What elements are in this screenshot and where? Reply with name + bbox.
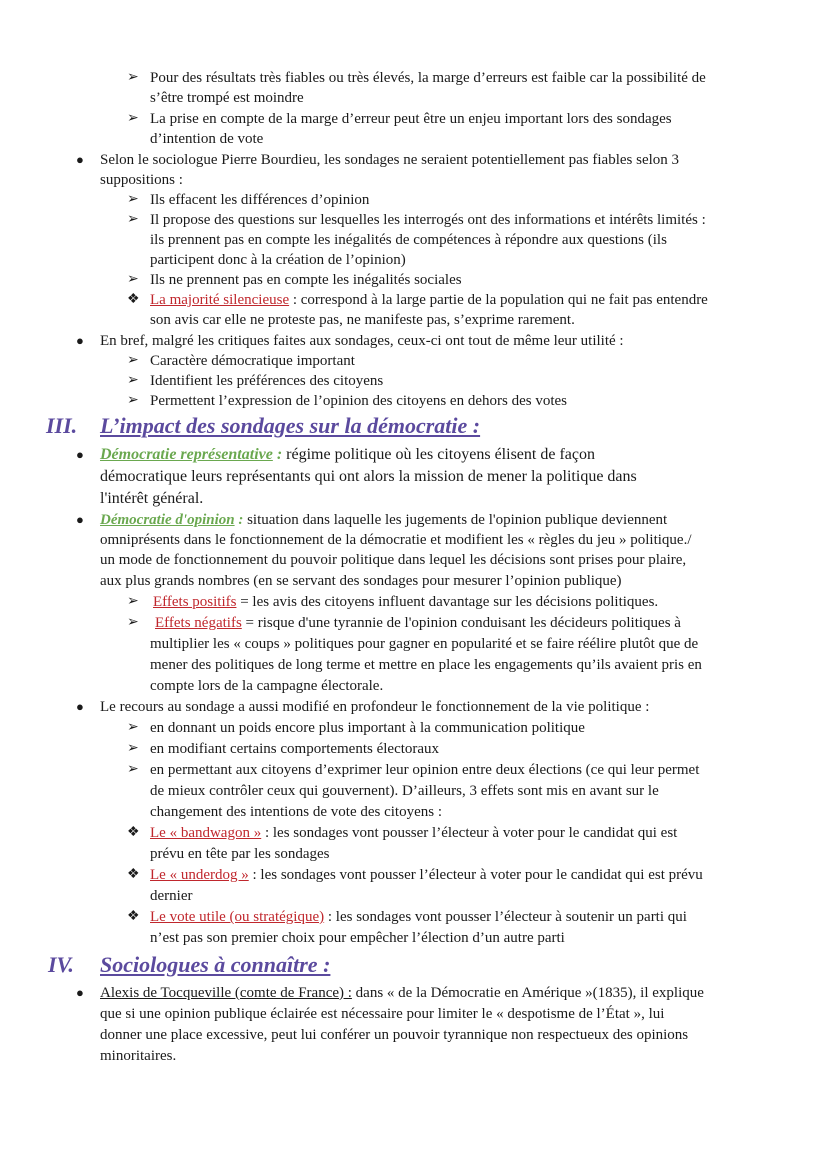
- diamond-bullet-icon: ❖: [127, 292, 140, 307]
- dem-op-line-3: un mode de fonctionnement du pouvoir politique dans lequel les décisions sont prises pour plaire,: [100, 552, 687, 568]
- arrow-bullet-icon: ➢: [127, 393, 139, 408]
- arrow-bullet-icon: ➢: [127, 192, 139, 207]
- tocqueville-line-4: minoritaires.: [100, 1048, 177, 1064]
- dem-op-term: Démocratie d'opinion: [100, 512, 235, 528]
- dot-bullet-icon: ●: [76, 512, 84, 527]
- diamond-bullet-icon: ❖: [127, 867, 140, 882]
- section-4-title: Sociologues à connaître :: [100, 952, 331, 977]
- arrow-bullet-icon: ➢: [127, 762, 139, 777]
- tocqueville-line-2: que si une opinion publique éclairée est nécessaire pour limiter le « despotisme de l’État », lui: [100, 1006, 665, 1022]
- vote-utile-line-2: n’est pas son premier choix pour empêcher l’élection d’un autre parti: [150, 930, 565, 946]
- diamond-bullet-icon: ❖: [127, 909, 140, 924]
- underdog-line-1: Le « underdog » : les sondages vont pousser l’électeur à voter pour le candidat qui est prévu: [150, 867, 703, 883]
- bourdieu-point-1: Ils effacent les différences d’opinion: [150, 192, 370, 208]
- vote-utile-line-1: Le vote utile (ou stratégique) : les sondages vont pousser l’électeur à soutenir un parti qui: [150, 909, 687, 925]
- arrow-bullet-icon: ➢: [127, 111, 139, 126]
- effets-negatifs-line-3: mener des politiques de long terme et mettre en place les engagements qu’ils avaient pris en: [150, 657, 702, 673]
- effets-positifs-term: Effets positifs: [153, 594, 237, 610]
- bourdieu-point-2-line-3: participent donc à la création de l’opinion): [150, 252, 406, 268]
- effets-negatifs-term: Effets négatifs: [155, 615, 242, 631]
- tocqueville-line-3: donner une place excessive, peut lui conférer un pouvoir tyrannique non respectueux des opinions: [100, 1027, 689, 1043]
- section-4-heading: [48, 951, 74, 979]
- dot-bullet-icon: ●: [76, 699, 84, 714]
- en-bref-text: En bref, malgré les critiques faites aux sondages, ceux-ci ont tout de même leur utilité :: [100, 333, 624, 349]
- en-bref-point-3: Permettent l’expression de l’opinion des citoyens en dehors des votes: [150, 393, 567, 409]
- majorite-line-1: La majorité silencieuse : correspond à la large partie de la population qui ne fait pas entendre: [150, 292, 708, 308]
- dem-rep-line-1: Démocratie représentative : régime politique où les citoyens élisent de façon: [100, 446, 595, 463]
- recours-point-3-line-3: changement des intentions de vote des citoyens :: [150, 804, 443, 820]
- dot-bullet-icon: ●: [76, 985, 84, 1000]
- bourdieu-line-2: suppositions :: [100, 172, 183, 188]
- bourdieu-point-2-line-2: ils prennent pas en compte les inégalités de compétences à répondre aux questions (ils: [150, 232, 667, 248]
- effets-negatifs-line-4: compte lors de la campagne électorale.: [150, 678, 384, 694]
- en-bref-point-1: Caractère démocratique important: [150, 353, 355, 369]
- section-4-title-wrap: [100, 951, 330, 979]
- bandwagon-line-2: prévu en tête par les sondages: [150, 846, 330, 862]
- margin-point-2-line-1: La prise en compte de la marge d’erreur peut être un enjeu important lors des sondages: [150, 111, 672, 127]
- bourdieu-point-2-line-1: Il propose des questions sur lesquelles les interrogés ont des informations et intérêts limités :: [150, 212, 706, 228]
- section-3-title: L’impact des sondages sur la démocratie :: [100, 413, 481, 438]
- arrow-bullet-icon: ➢: [127, 615, 139, 630]
- dem-op-line-2: omniprésents dans le fonctionnement de la démocratie et modifient les « règles du jeu » politique./: [100, 532, 692, 548]
- arrow-bullet-icon: ➢: [127, 720, 139, 735]
- majorite-term: La majorité silencieuse: [150, 292, 290, 308]
- bandwagon-line-1: Le « bandwagon » : les sondages vont pousser l’électeur à voter pour le candidat qui est: [150, 825, 678, 841]
- section-3-heading: [46, 412, 77, 440]
- margin-point-2-line-2: d’intention de vote: [150, 131, 264, 147]
- arrow-bullet-icon: ➢: [127, 741, 139, 756]
- arrow-bullet-icon: ➢: [127, 373, 139, 388]
- tocqueville-line-1: Alexis de Tocqueville (comte de France) : dans « de la Démocratie en Amérique »(1835), il explique: [100, 985, 704, 1001]
- section-3-title-wrap: [100, 412, 480, 440]
- recours-point-3-line-1: en permettant aux citoyens d’exprimer leur opinion entre deux élections (ce qui leur permet: [150, 762, 700, 778]
- majorite-line-2: son avis car elle ne proteste pas, ne manifeste pas, s’exprime rarement.: [150, 312, 575, 328]
- margin-point-1-line-2: s’être trompé est moindre: [150, 90, 304, 106]
- effets-positifs-line: Effets positifs = les avis des citoyens influent davantage sur les décisions politiques.: [153, 594, 659, 610]
- arrow-bullet-icon: ➢: [127, 272, 139, 287]
- dem-op-line-4: aux plus grands nombres (en se servant des sondages pour mesurer l’opinion publique): [100, 573, 622, 589]
- diamond-bullet-icon: ❖: [127, 825, 140, 840]
- dot-bullet-icon: ●: [76, 333, 84, 348]
- dot-bullet-icon: ●: [76, 447, 84, 462]
- vote-utile-term: Le vote utile (ou stratégique): [150, 909, 325, 925]
- en-bref-point-2: Identifient les préférences des citoyens: [150, 373, 384, 389]
- arrow-bullet-icon: ➢: [127, 594, 139, 609]
- dem-op-line-1: Démocratie d'opinion : situation dans laquelle les jugements de l'opinion publique deviennent: [100, 512, 668, 528]
- arrow-bullet-icon: ➢: [127, 353, 139, 368]
- recours-point-3-line-2: de mieux contrôler ceux qui gouvernent). D’ailleurs, 3 effets sont mis en avant sur le: [150, 783, 659, 799]
- underdog-term: Le « underdog »: [150, 867, 249, 883]
- dem-rep-term: Démocratie représentative: [100, 446, 273, 463]
- recours-text: Le recours au sondage a aussi modifié en profondeur le fonctionnement de la vie politique :: [100, 699, 650, 715]
- dot-bullet-icon: ●: [76, 152, 84, 167]
- margin-point-1-line-1: Pour des résultats très fiables ou très élevés, la marge d’erreurs est faible car la possibilité de: [150, 70, 706, 86]
- dem-rep-line-2: démocratique leurs représentants qui ont alors la mission de mener la politique dans: [100, 468, 637, 485]
- bandwagon-term: Le « bandwagon »: [150, 825, 262, 841]
- section-3-numeral: III.: [46, 413, 78, 438]
- dem-rep-line-3: l'intérêt général.: [100, 490, 204, 507]
- arrow-bullet-icon: ➢: [127, 212, 139, 227]
- recours-point-2: en modifiant certains comportements électoraux: [150, 741, 440, 757]
- tocqueville-term: Alexis de Tocqueville (comte de France) :: [100, 985, 352, 1001]
- effets-negatifs-line-2: multiplier les « coups » politiques pour gagner en popularité et se faire réélire plutôt que de: [150, 636, 699, 652]
- underdog-line-2: dernier: [150, 888, 193, 904]
- effets-negatifs-line-1: Effets négatifs = risque d'une tyrannie de l'opinion conduisant les décideurs politiques à: [155, 615, 681, 631]
- arrow-bullet-icon: ➢: [127, 70, 139, 85]
- bourdieu-line-1: Selon le sociologue Pierre Bourdieu, les sondages ne seraient potentiellement pas fiables selon 3: [100, 152, 680, 168]
- section-4-numeral: IV.: [48, 952, 74, 977]
- recours-point-1: en donnant un poids encore plus important à la communication politique: [150, 720, 585, 736]
- bourdieu-point-3: Ils ne prennent pas en compte les inégalités sociales: [150, 272, 462, 288]
